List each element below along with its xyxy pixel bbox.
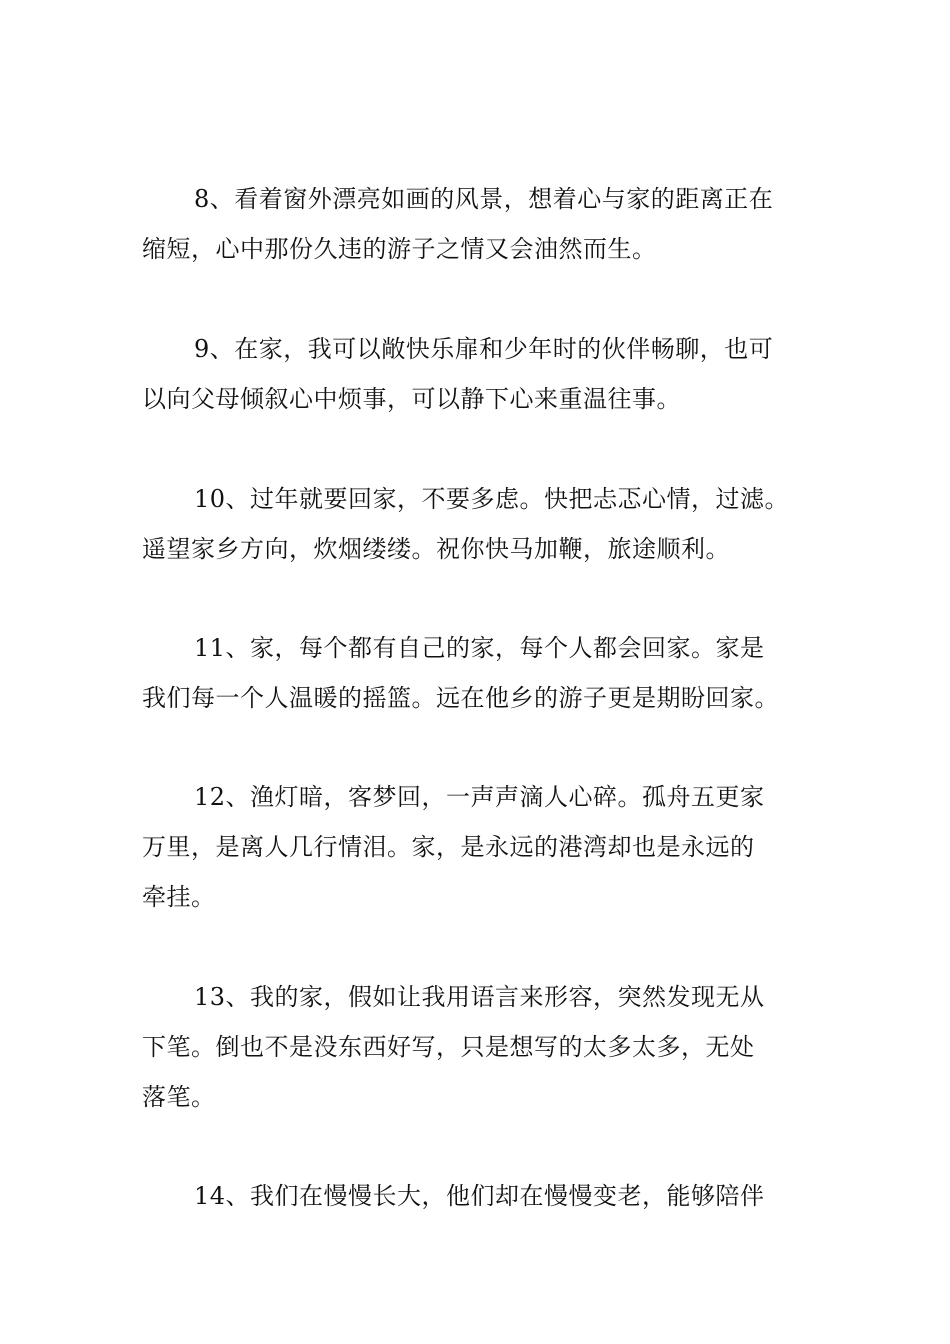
paragraph-9 — [142, 324, 822, 424]
paragraph-line: 落笔。 — [142, 1083, 216, 1111]
paragraph-line: 遥望家乡方向，炊烟缕缕。祝你快马加鞭，旅途顺利。 — [142, 535, 730, 563]
paragraph-line: 9、在家，我可以敞快乐扉和少年时的伙伴畅聊，也可 — [194, 335, 774, 363]
paragraph-line: 13、我的家，假如让我用语言来形容，突然发现无从 — [194, 983, 765, 1011]
paragraph-line: 12、渔灯暗，客梦回，一声声滴人心碎。孤舟五更家 — [194, 783, 765, 811]
paragraph-line: 我们每一个人温暖的摇篮。远在他乡的游子更是期盼回家。 — [142, 684, 779, 712]
paragraph-line: 14、我们在慢慢长大，他们却在慢慢变老，能够陪伴 — [194, 1182, 765, 1210]
paragraph-line: 牵挂。 — [142, 883, 216, 911]
paragraph-line: 以向父母倾叙心中烦事，可以静下心来重温往事。 — [142, 385, 681, 413]
paragraph-13 — [142, 972, 822, 1122]
paragraph-line: 缩短，心中那份久违的游子之情又会油然而生。 — [142, 235, 657, 263]
paragraph-line: 下笔。倒也不是没东西好写，只是想写的太多太多，无处 — [142, 1033, 755, 1061]
paragraph-12 — [142, 772, 822, 922]
paragraph-line: 11、家，每个都有自己的家，每个人都会回家。家是 — [194, 634, 765, 662]
paragraph-line: 8、看着窗外漂亮如画的风景，想着心与家的距离正在 — [194, 185, 774, 213]
paragraph-11 — [142, 623, 822, 723]
paragraph-line: 万里，是离人几行情泪。家，是永远的港湾却也是永远的 — [142, 833, 755, 861]
paragraph-14 — [142, 1171, 822, 1221]
paragraph-8 — [142, 174, 822, 274]
paragraph-line: 10、过年就要回家，不要多虑。快把忐忑心情，过滤。 — [194, 485, 790, 513]
paragraph-10 — [142, 474, 822, 574]
